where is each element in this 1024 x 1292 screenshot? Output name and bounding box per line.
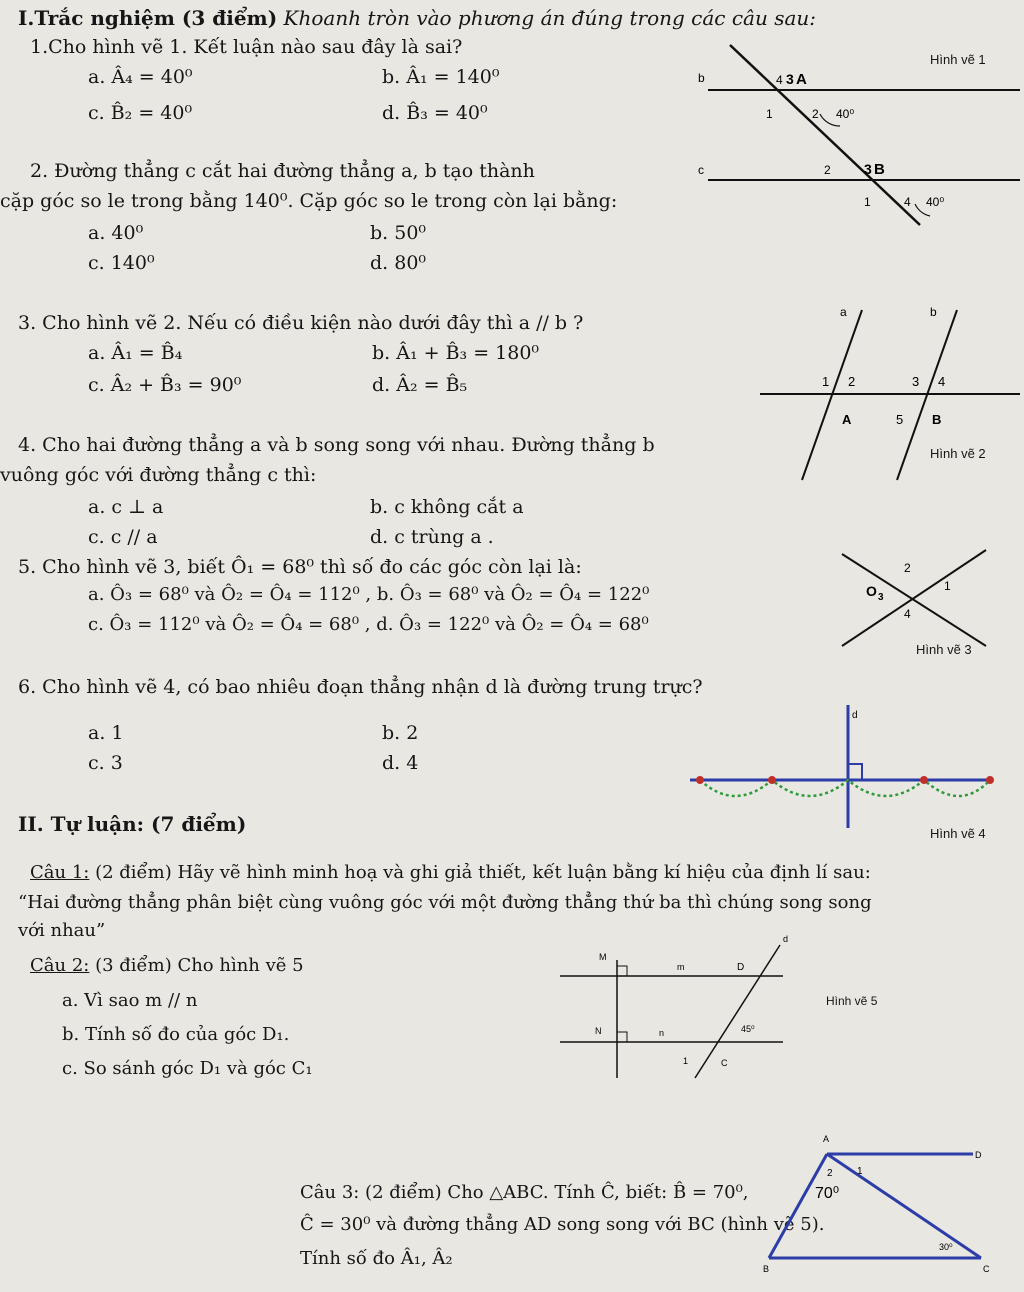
fig6-n1: 1	[857, 1166, 863, 1177]
q6-option-d[interactable]: d. 4	[382, 752, 419, 774]
q6-option-b[interactable]: b. 2	[382, 722, 419, 744]
figure-2	[752, 300, 1024, 490]
q3-stem: 3. Cho hình vẽ 2. Nếu có điều kiện nào dưới đây thì a // b ?	[18, 312, 584, 334]
cau1-text1: (2 điểm) Hãy vẽ hình minh hoạ và ghi giả thiết, kết luận bằng kí hiệu của định lí sau:	[95, 862, 871, 883]
fig3-o-sub: 3	[878, 592, 884, 603]
cau1-line1	[30, 862, 871, 883]
q5-stem: 5. Cho hình vẽ 3, biết Ô₁ = 68⁰ thì số đo các góc còn lại là:	[18, 556, 582, 578]
fig5-m-point: M	[599, 952, 607, 962]
figure-4	[690, 700, 1000, 830]
figure-5	[555, 930, 795, 1080]
fig3-n4: 4	[904, 607, 911, 621]
fig6-angle-b: 70⁰	[815, 1185, 840, 1202]
fig5-n-point: N	[595, 1026, 602, 1036]
cau3-line3: Tính số đo Â₁, Â₂	[300, 1248, 453, 1269]
cau1-text3: với nhau”	[18, 920, 106, 941]
fig2-label-a: a	[840, 305, 847, 319]
q4-stem-line1: 4. Cho hai đường thẳng a và b song song với nhau. Đường thẳng b	[18, 434, 655, 456]
cau3-line2: Ĉ = 30⁰ và đường thẳng AD song song với BC (hình vẽ 5).	[300, 1214, 825, 1235]
cau1-text2: “Hai đường thẳng phân biệt cùng vuông góc với một đường thẳng thứ ba thì chúng song song	[18, 892, 872, 913]
fig2-n4: 4	[938, 374, 946, 389]
fig4-point-2	[768, 776, 776, 784]
fig6-label-d: D	[975, 1150, 982, 1160]
fig6-n2: 2	[827, 1168, 833, 1179]
q4-option-c[interactable]: c. c // a	[88, 526, 158, 548]
fig6-angle-c: 30⁰	[939, 1242, 953, 1252]
fig6-side-ac	[827, 1154, 981, 1258]
q6-stem: 6. Cho hình vẽ 4, có bao nhiêu đoạn thẳng nhận d là đường trung trực?	[18, 676, 703, 698]
fig5-m-line: m	[677, 962, 685, 972]
q1-option-a[interactable]: a. Â₄ = 40⁰	[88, 66, 193, 88]
q3-option-b[interactable]: b. Â₁ + B̂₃ = 180⁰	[372, 342, 540, 364]
fig4-right-angle	[848, 764, 862, 780]
fig1-angle-a: 40⁰	[836, 107, 855, 121]
figure-3	[836, 542, 996, 652]
fig1-a2: 2	[812, 107, 819, 121]
fig1-a4: 4	[776, 73, 783, 87]
fig2-caption: Hình vẽ 2	[930, 446, 986, 461]
figure-6	[745, 1130, 1015, 1280]
fig1-b1: 1	[864, 195, 871, 209]
q6-option-a[interactable]: a. 1	[88, 722, 124, 744]
fig1-b2: 2	[824, 163, 831, 177]
cau2-text: (3 điểm) Cho hình vẽ 5	[95, 955, 304, 976]
q1-option-c[interactable]: c. B̂₂ = 40⁰	[88, 102, 193, 124]
section-1-title: I.Trắc nghiệm (3 điểm)	[18, 6, 278, 30]
fig6-side-ab	[769, 1154, 827, 1258]
cau2-part-c: c. So sánh góc D₁ và góc C₁	[62, 1058, 313, 1079]
section-1-instruction: Khoanh tròn vào phương án đúng trong các câu sau:	[283, 6, 817, 30]
fig3-n1: 1	[944, 579, 951, 593]
q2-option-c[interactable]: c. 140⁰	[88, 252, 155, 274]
q2-stem-line1: 2. Đường thẳng c cắt hai đường thẳng a, b tạo thành	[30, 160, 535, 182]
q5-options-c-d[interactable]: c. Ô₃ = 112⁰ và Ô₂ = Ô₄ = 68⁰ , d. Ô₃ = 122⁰ và Ô₂ = Ô₄ = 68⁰	[88, 614, 649, 635]
fig3-n2: 2	[904, 561, 911, 575]
fig5-n-line: n	[659, 1028, 665, 1038]
fig4-point-4	[986, 776, 994, 784]
fig1-b4: 4	[904, 195, 911, 209]
q5-options-a-b[interactable]: a. Ô₃ = 68⁰ và Ô₂ = Ô₄ = 112⁰ , b. Ô₃ = 68⁰ và Ô₂ = Ô₄ = 122⁰	[88, 584, 650, 605]
q1-option-d[interactable]: d. B̂₃ = 40⁰	[382, 102, 488, 124]
fig5-d-point: D	[737, 962, 745, 973]
fig5-c-point: C	[721, 1058, 728, 1068]
fig1-a3: 3	[786, 71, 794, 87]
fig1-point-b: B	[874, 161, 885, 178]
cau2-label: Câu 2:	[30, 955, 90, 976]
fig1-point-a: A	[796, 71, 807, 88]
fig6-label-a: A	[823, 1134, 830, 1144]
fig1-label-b: b	[698, 71, 705, 85]
fig1-b3: 3	[864, 161, 872, 177]
fig1-transversal	[730, 45, 920, 225]
q2-option-d[interactable]: d. 80⁰	[370, 252, 427, 274]
q3-option-a[interactable]: a. Â₁ = B̂₄	[88, 342, 183, 364]
fig5-angle: 45⁰	[741, 1024, 755, 1034]
section-1-heading	[18, 6, 816, 30]
figure-1	[690, 40, 1024, 230]
cau2-part-a: a. Vì sao m // n	[62, 990, 198, 1011]
fig5-right-angle-n	[617, 1032, 627, 1042]
fig2-n2: 2	[848, 374, 856, 389]
fig1-angle-b: 40⁰	[926, 195, 945, 209]
fig3-caption: Hình vẽ 3	[916, 642, 972, 657]
fig4-dotted-arcs	[700, 780, 990, 796]
q1-option-b[interactable]: b. Â₁ = 140⁰	[382, 66, 500, 88]
q4-stem-line2: vuông góc với đường thẳng c thì:	[0, 464, 317, 486]
fig5-c-one: 1	[683, 1056, 689, 1066]
fig4-label-d: d	[852, 710, 858, 721]
cau2-line	[30, 955, 304, 976]
q3-option-c[interactable]: c. Â₂ + B̂₃ = 90⁰	[88, 374, 242, 396]
q4-option-d[interactable]: d. c trùng a .	[370, 526, 494, 548]
cau1-label: Câu 1:	[30, 862, 90, 883]
q4-option-a[interactable]: a. c ⊥ a	[88, 496, 164, 518]
q2-stem-line2: cặp góc so le trong bằng 140⁰. Cặp góc so le trong còn lại bằng:	[0, 190, 618, 212]
fig5-caption: Hình vẽ 5	[826, 994, 878, 1008]
fig1-a1: 1	[766, 107, 773, 121]
fig1-caption: Hình vẽ 1	[930, 52, 986, 67]
fig3-o: O	[866, 583, 877, 599]
cau3-line1: Câu 3: (2 điểm) Cho △ABC. Tính Ĉ, biết: B̂ = 70⁰,	[300, 1182, 749, 1203]
q3-option-d[interactable]: d. Â₂ = B̂₅	[372, 374, 468, 396]
fig2-point-b: B	[932, 412, 942, 427]
q4-option-b[interactable]: b. c không cắt a	[370, 496, 524, 518]
fig4-point-3	[920, 776, 928, 784]
fig2-n5: 5	[896, 412, 904, 427]
fig4-caption: Hình vẽ 4	[930, 826, 986, 841]
q2-option-a[interactable]: a. 40⁰	[88, 222, 144, 244]
fig6-label-c: C	[983, 1264, 990, 1274]
fig5-right-angle-m	[617, 966, 627, 976]
fig5-d-line: d	[783, 934, 789, 944]
section-2-title: II. Tự luận: (7 điểm)	[18, 812, 247, 836]
fig6-label-b: B	[763, 1264, 770, 1274]
fig4-point-1	[696, 776, 704, 784]
cau2-part-b: b. Tính số đo của góc D₁.	[62, 1024, 290, 1045]
fig1-label-c: c	[698, 163, 704, 177]
q1-stem: 1.Cho hình vẽ 1. Kết luận nào sau đây là sai?	[30, 36, 463, 58]
fig2-n3: 3	[912, 374, 920, 389]
q6-option-c[interactable]: c. 3	[88, 752, 123, 774]
fig2-n1: 1	[822, 374, 830, 389]
fig2-point-a: A	[842, 412, 852, 427]
fig2-label-b: b	[930, 305, 937, 319]
q2-option-b[interactable]: b. 50⁰	[370, 222, 427, 244]
